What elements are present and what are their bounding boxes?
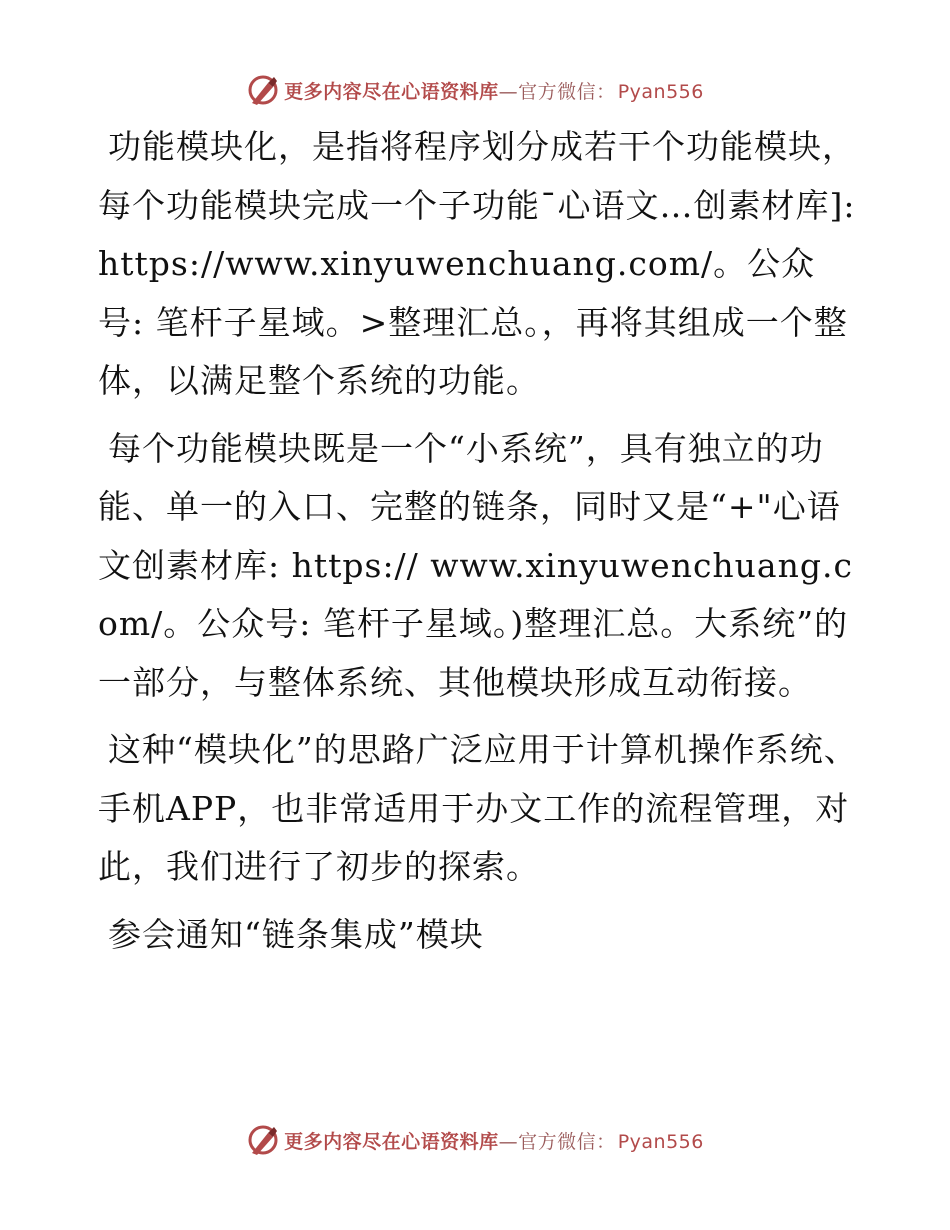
paragraph-2: 每个功能模块既是一个“小系统”，具有独立的功能、单一的入口、完整的链条，同时又是“+"心语文创素材库: https:// www.xinyuwenchuang.com/。公众号: 笔杆子星域。)整理汇总。大系统”的一部分，与整体系统、其他模块形成互动衔接。 bbox=[98, 428, 853, 702]
footer-banner-text: 更多内容尽在心语资料库—官方微信： Pyan556 bbox=[284, 1130, 704, 1153]
header-banner bbox=[0, 70, 950, 110]
footer-wechat-handle: Pyan556 bbox=[617, 1130, 704, 1153]
header-wechat-handle: Pyan556 bbox=[617, 80, 704, 103]
paragraph-3: 这种“模块化”的思路广泛应用于计算机操作系统、手机APP，也非常适用于办文工作的流程管理，对此，我们进行了初步的探索。 bbox=[98, 730, 858, 886]
section-heading: 参会通知“链条集成”模块 bbox=[108, 914, 484, 954]
header-banner-text: 更多内容尽在心语资料库—官方微信： Pyan556 bbox=[284, 80, 704, 103]
document-body bbox=[98, 118, 858, 973]
paragraph-1: 功能模块化，是指将程序划分成若干个功能模块，每个功能模块完成一个子功能¯心语文…创素材库]: https://www.xinyuwenchuang.com/。公众号: 笔杆子星域。>整理汇总。，再将其组成一个整体，以满足整个系统的功能。 bbox=[98, 127, 856, 400]
pen-logo-icon bbox=[246, 1123, 280, 1157]
pen-logo-icon bbox=[246, 73, 280, 107]
footer-banner bbox=[0, 1120, 950, 1160]
